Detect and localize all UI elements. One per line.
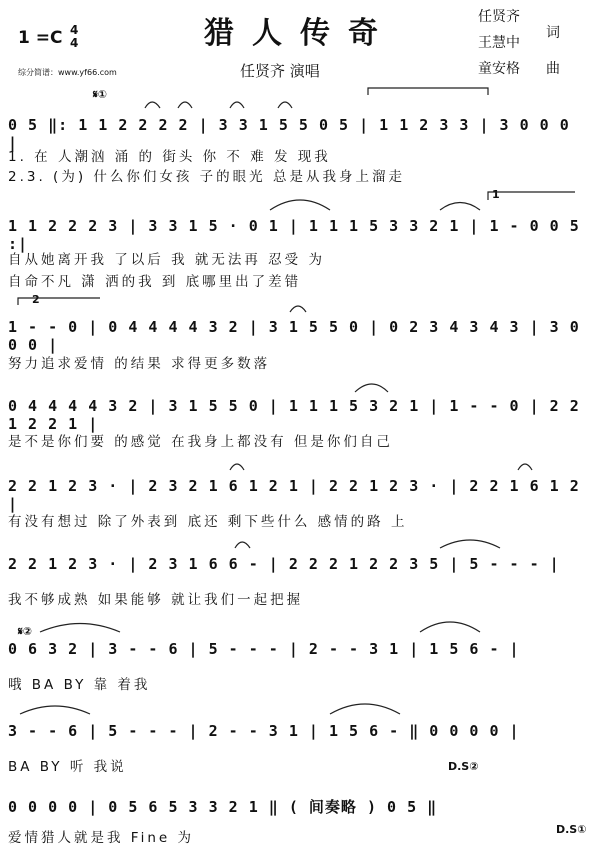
lyric-line: BA BY 听 我说 xyxy=(8,759,127,775)
song-title: 猎人传奇 xyxy=(204,16,396,51)
composer-name: 王慧中 xyxy=(478,35,520,51)
lyric-line: 哦 BA BY 靠 着我 xyxy=(8,677,151,693)
slur-arc xyxy=(40,624,120,633)
time-signature-top: 4 xyxy=(70,23,79,37)
slur-arc xyxy=(230,464,244,470)
composer-role: 曲 xyxy=(546,61,560,77)
slur-arc xyxy=(355,384,388,392)
slur-arc xyxy=(20,706,90,714)
composer-name: 童安格 xyxy=(478,61,520,77)
slur-arc xyxy=(145,102,160,108)
lyric-line: 2.3. (为) 什么你们女孩 子的眼光 总是从我身上溜走 xyxy=(8,169,405,185)
dal-segno-mark: D.S① xyxy=(556,823,587,836)
notation-line: 0 6 3 2 | 3 - - 6 | 5 - - - | 2 - - 3 1 | 1 5 6 - | xyxy=(8,640,520,658)
slur-arc xyxy=(235,542,250,548)
lyric-line: 有没有想过 除了外表到 底还 剩下些什么 感情的路 上 xyxy=(8,514,408,530)
bracket-line xyxy=(368,88,488,95)
slur-arc xyxy=(330,704,400,714)
lyric-line: 自从她离开我 了以后 我 就无法再 忍受 为 xyxy=(8,252,325,268)
notation-line: 0 5 ‖: 1 1 2 2 2 2 | 3 3 1 5 5 0 5 | 1 1 2 3 3 | 3 0 0 0 | xyxy=(8,116,570,152)
notation-line: 1 - - 0 | 0 4 4 4 4 3 2 | 3 1 5 5 0 | 0 2 3 4 3 4 3 | 3 0 0 0 | xyxy=(8,318,580,354)
slur-arc xyxy=(270,200,330,210)
notation-line: 0 4 4 4 4 3 2 | 3 1 5 5 0 | 1 1 1 5 3 2 1 | 1 - - 0 | 2 2 1 2 2 1 | xyxy=(8,397,580,433)
notation-line: 1 1 2 2 2 3 | 3 3 1 5 · 0 1 | 1 1 1 5 3 3 2 1 | 1 - 0 0 5 :| xyxy=(8,217,580,253)
volta-bracket xyxy=(18,298,100,305)
time-signature-bottom: 4 xyxy=(70,36,79,50)
lyric-line: 1. 在 人潮汹 涌 的 街头 你 不 难 发 现我 xyxy=(8,149,331,165)
slur-arc xyxy=(440,203,480,211)
source-website: 综分简谱：www.yf66.com xyxy=(18,68,117,77)
lyric-line: 爱情猎人就是我 Fine 为 xyxy=(8,830,194,846)
segno-mark: 𝄋② xyxy=(18,625,33,638)
notation-line: 0 0 0 0 | 0 5 6 5 3 3 2 1 ‖ ( 间奏略 ) 0 5 ‖ xyxy=(8,798,438,816)
key-signature: 1 =C xyxy=(18,28,63,48)
lyric-line: 自命不凡 潇 洒的我 到 底哪里出了差错 xyxy=(8,274,302,290)
volta-ending-1: 1 xyxy=(492,188,500,201)
segno-mark: 𝄋① xyxy=(93,88,108,101)
lyric-line: 是不是你们要 的感觉 在我身上都没有 但是你们自己 xyxy=(8,434,393,450)
slur-arc xyxy=(290,306,306,312)
slur-arc xyxy=(278,102,292,108)
lyric-line: 我不够成熟 如果能够 就让我们一起把握 xyxy=(8,592,304,608)
slur-arc xyxy=(440,540,500,548)
lyricist-name: 任贤齐 xyxy=(478,9,520,25)
slur-arc xyxy=(518,464,532,470)
lyricist-role: 词 xyxy=(546,25,560,41)
notation-line: 2 2 1 2 3 · | 2 3 2 1 6 1 2 1 | 2 2 1 2 3 · | 2 2 1 6 1 2 | xyxy=(8,477,580,513)
slur-arc xyxy=(230,102,244,108)
singer-credit: 任贤齐 演唱 xyxy=(240,62,320,80)
slur-arc xyxy=(420,622,480,632)
notation-line: 2 2 1 2 3 · | 2 3 1 6 6 - | 2 2 2 1 2 2 3 5 | 5 - - - | xyxy=(8,555,560,573)
notation-line: 3 - - 6 | 5 - - - | 2 - - 3 1 | 1 5 6 - ‖ 0 0 0 0 | xyxy=(8,722,520,740)
slur-arc xyxy=(178,102,192,108)
lyric-line: 努力追求爱情 的结果 求得更多数落 xyxy=(8,356,271,372)
volta-bracket xyxy=(488,192,575,200)
dal-segno-mark: D.S② xyxy=(448,760,479,773)
volta-ending-2: 2 xyxy=(32,293,40,306)
